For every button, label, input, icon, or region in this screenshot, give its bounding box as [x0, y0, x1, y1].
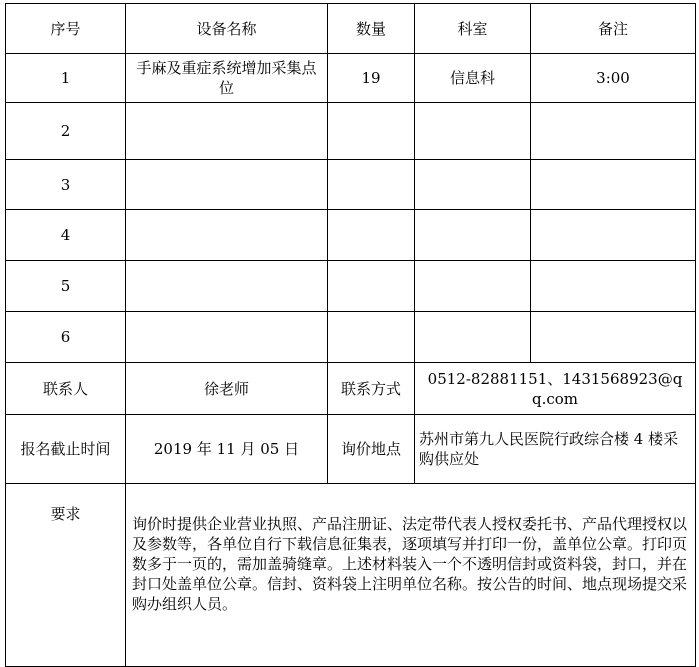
- row-seq: 1: [6, 54, 126, 103]
- table-row: [6, 261, 696, 312]
- row-seq: 4: [6, 210, 126, 261]
- contact-value: 徐老师: [126, 363, 328, 415]
- deadline-label: 报名截止时间: [6, 415, 126, 484]
- row-seq: 6: [6, 312, 126, 363]
- inquiry-place-label: 询价地点: [328, 415, 415, 484]
- row-seq: 3: [6, 160, 126, 210]
- row-quantity: 19: [328, 54, 415, 103]
- row-department: 信息科: [415, 54, 531, 103]
- inquiry-form-table: [5, 3, 696, 667]
- row-note: [531, 103, 696, 160]
- header-seq: 序号: [6, 4, 126, 54]
- row-department: [415, 210, 531, 261]
- contact-row: [6, 363, 696, 415]
- row-quantity: [328, 312, 415, 363]
- row-device-name: [126, 160, 328, 210]
- row-note: [531, 160, 696, 210]
- row-department: [415, 160, 531, 210]
- row-quantity: [328, 103, 415, 160]
- requirements-row: [6, 484, 696, 667]
- header-note: 备注: [531, 4, 696, 54]
- inquiry-place-value: 苏州市第九人民医院行政综合楼 4 楼采购供应处: [415, 415, 696, 484]
- contact-method-label: 联系方式: [328, 363, 415, 415]
- row-quantity: [328, 160, 415, 210]
- table-row: [6, 103, 696, 160]
- header-device-name: 设备名称: [126, 4, 328, 54]
- row-device-name: [126, 103, 328, 160]
- header-department: 科室: [415, 4, 531, 54]
- header-row: [6, 4, 696, 54]
- table-row: [6, 312, 696, 363]
- table-row: [6, 54, 696, 103]
- row-seq: 2: [6, 103, 126, 160]
- row-note: [531, 261, 696, 312]
- requirements-label: 要求: [6, 484, 126, 667]
- row-department: [415, 103, 531, 160]
- header-quantity: 数量: [328, 4, 415, 54]
- row-note: [531, 312, 696, 363]
- row-seq: 5: [6, 261, 126, 312]
- row-note: [531, 210, 696, 261]
- row-note: 3:00: [531, 54, 696, 103]
- row-department: [415, 261, 531, 312]
- contact-label: 联系人: [6, 363, 126, 415]
- contact-method-value: 0512-82881151、1431568923@q q.com: [415, 363, 696, 415]
- requirements-text: 询价时提供企业营业执照、产品注册证、法定带代表人授权委托书、产品代理授权以及参数等，各单位自行下载信息征集表，逐项填写并打印一份，盖单位公章。打印页数多于一页的，需加盖骑缝章。上述材料装入一个不透明信封或资料袋，封口，并在封口处盖单位公章。信封、资料袋上注明单位名称。按公告的时间、地点现场提交采购办组织人员。: [126, 484, 696, 667]
- row-quantity: [328, 210, 415, 261]
- deadline-value: 2019 年 11 月 05 日: [126, 415, 328, 484]
- table-row: [6, 210, 696, 261]
- row-device-name: [126, 210, 328, 261]
- row-device-name: [126, 261, 328, 312]
- table-row: [6, 160, 696, 210]
- row-device-name: 手麻及重症系统增加采集点位: [126, 54, 328, 103]
- row-department: [415, 312, 531, 363]
- row-device-name: [126, 312, 328, 363]
- deadline-row: [6, 415, 696, 484]
- row-quantity: [328, 261, 415, 312]
